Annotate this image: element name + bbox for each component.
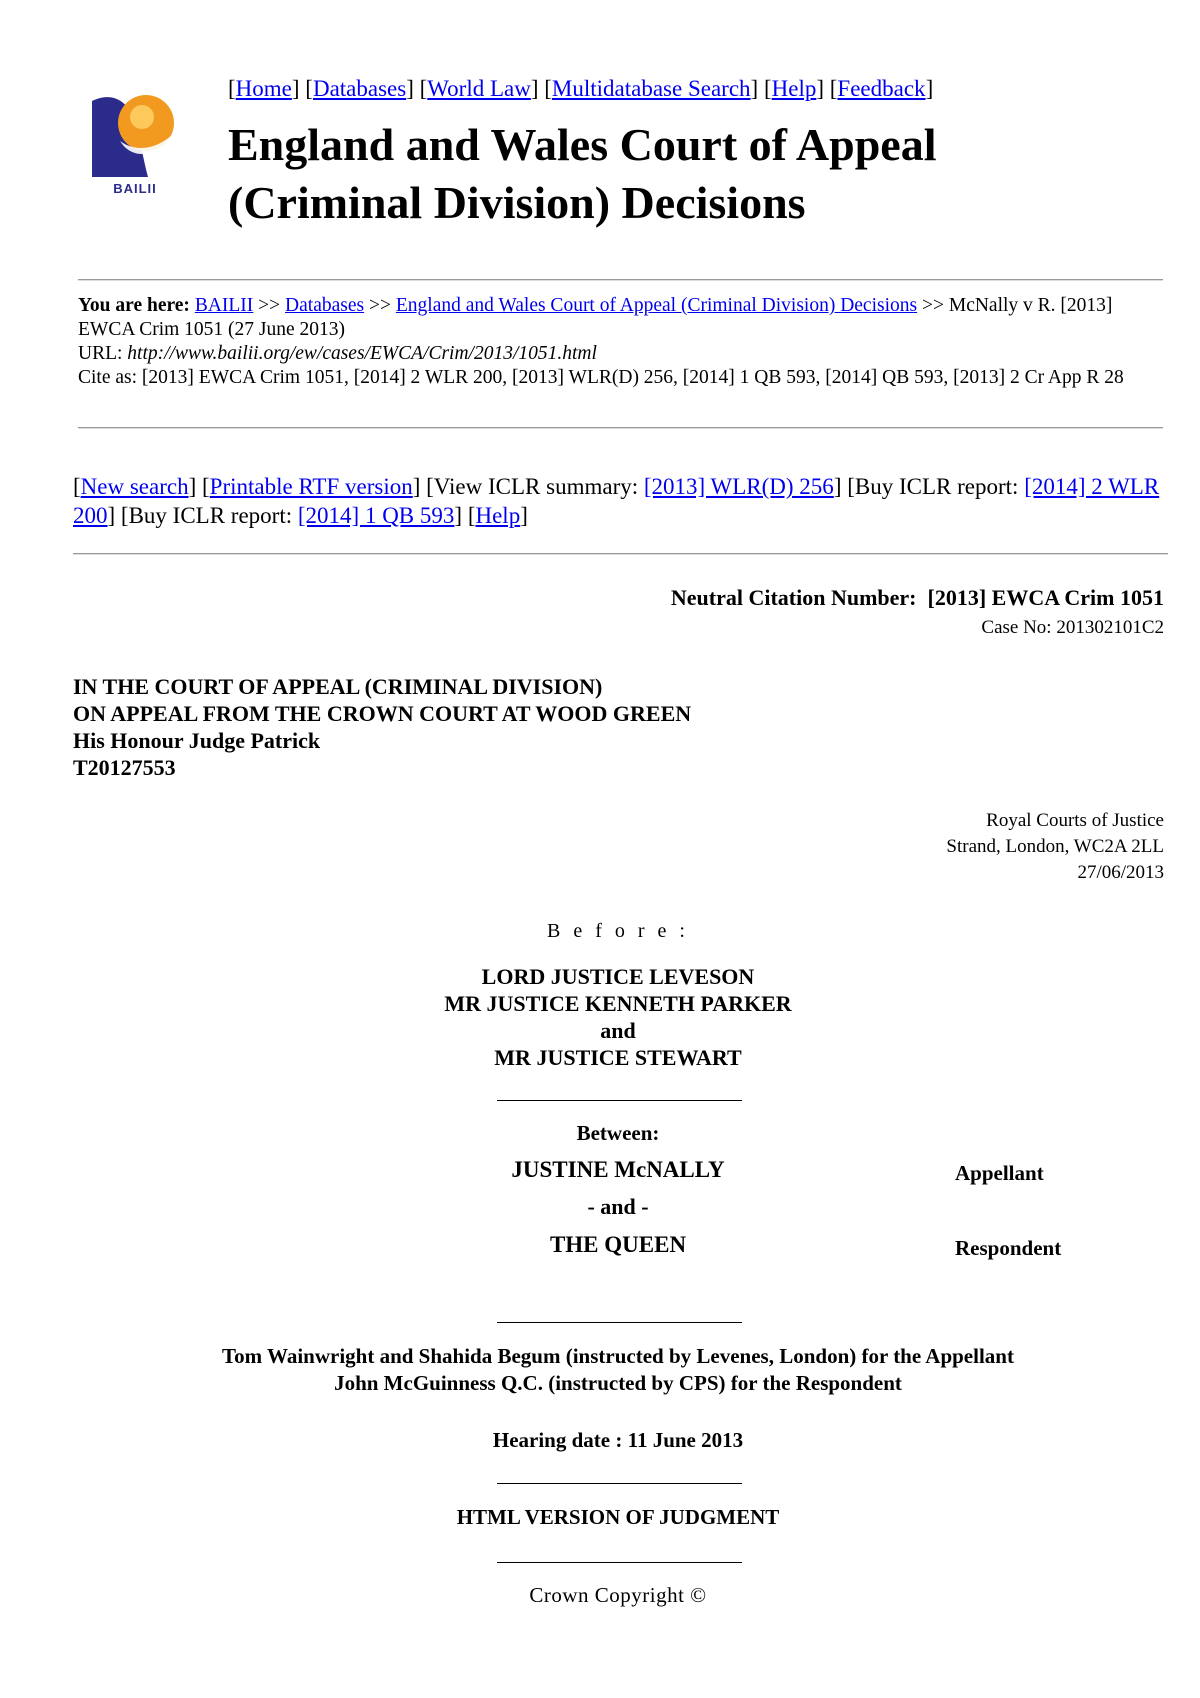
bailii-logo[interactable] [88,91,182,196]
buy-iclr-label: Buy ICLR report: [128,503,293,528]
court-line: IN THE COURT OF APPEAL (CRIMINAL DIVISION) [73,674,603,699]
breadcrumb-court-link[interactable]: England and Wales Court of Appeal (Criminal Division) Decisions [395,295,918,316]
breadcrumb [78,294,1163,342]
document-info [78,294,1163,390]
ncn-value: [2013] EWCA Crim 1051 [927,585,1164,610]
court-line: ON APPEAL FROM THE CROWN COURT AT WOOD GREEN [73,701,692,726]
hearing-date: Hearing date : 11 June 2013 [492,1428,744,1452]
divider [497,1562,742,1563]
judge-name: MR JUSTICE STEWART [494,1045,742,1070]
between-label: Between: [576,1121,660,1145]
view-iclr-summary-link[interactable]: [2013] WLR(D) 256 [643,474,834,499]
divider [73,553,1168,555]
view-iclr-label: View ICLR summary: [433,474,639,499]
bailii-logo-icon [88,91,182,196]
appellant-role: Appellant [955,1161,1044,1185]
ncn-label: Neutral Citation Number: [670,585,917,610]
url-value: http://www.bailii.org/ew/cases/EWCA/Crim/2013/1051.html [127,343,597,364]
cite-value: [2013] EWCA Crim 1051, [2014] 2 WLR 200, [2013] WLR(D) 256, [2014] 1 QB 593, [2014] QB 593, [2013] 2 Cr App R 28 [141,367,1124,388]
buy-iclr-wlr-link[interactable]: [2014] 2 WLR 200 [73,474,1160,528]
divider [497,1322,742,1323]
judges-list [0,963,1200,1071]
judge-name: MR JUSTICE KENNETH PARKER [444,991,792,1016]
court-line: T20127553 [73,755,176,780]
page-title [228,116,1128,232]
page-title-line2: (Criminal Division) Decisions [228,177,806,228]
judgment-date: 27/06/2013 [1077,862,1164,883]
breadcrumb-separator: >> [258,295,281,316]
court-details [73,673,691,781]
judge-name: LORD JUSTICE LEVESON [481,964,755,989]
nav-multidatabase-search-link[interactable]: Multidatabase Search [551,76,751,101]
counsel-line: John McGuinness Q.C. (instructed by CPS) for the Respondent [334,1371,902,1395]
neutral-citation [671,585,1164,611]
case-number: Case No: 201302101C2 [981,617,1164,638]
venue-line: Strand, London, WC2A 2LL [946,836,1164,857]
breadcrumb-current: McNally v R. [2013] EWCA Crim 1051 (27 June 2013) [78,295,1113,340]
breadcrumb-separator: >> [368,295,391,316]
divider [497,1483,742,1484]
appellant-name: JUSTINE McNALLY [511,1157,725,1182]
top-nav: [Home] [Databases] [World Law] [Multidatabase Search] [Help] [Feedback] [228,76,934,101]
breadcrumb-prefix: You are here: [78,295,190,316]
nav-feedback-link[interactable]: Feedback [837,76,926,101]
nav-world-law-link[interactable]: World Law [427,76,531,101]
counsel-block [0,1343,1200,1397]
judges-and: and [600,1018,636,1043]
nav-help-link[interactable]: Help [771,76,817,101]
before-heading: B e f o r e : [547,920,689,942]
new-search-link[interactable]: New search [80,474,189,499]
breadcrumb-databases-link[interactable]: Databases [285,295,365,316]
logo-text: BAILII [113,181,157,196]
buy-iclr-label: Buy ICLR report: [854,474,1019,499]
url-line [78,342,1163,366]
action-bar: [New search] [Printable RTF version] [View ICLR summary: [2013] WLR(D) 256] [Buy ICLR report: [2014] 2 WLR 200] [Buy ICLR report: [2014] 1 QB 593] [Help] [73,474,1160,528]
venue-line: Royal Courts of Justice [986,810,1164,831]
nav-home-link[interactable]: Home [235,76,292,101]
divider [78,427,1163,429]
judgment-version: HTML VERSION OF JUDGMENT [456,1505,780,1529]
page-title-line1: England and Wales Court of Appeal [228,119,937,170]
venue-block [946,808,1164,886]
cite-line [78,366,1163,390]
cite-label: Cite as: [78,367,138,388]
court-line: His Honour Judge Patrick [73,728,321,753]
respondent-role: Respondent [955,1236,1062,1260]
breadcrumb-bailii-link[interactable]: BAILII [194,295,254,316]
counsel-line: Tom Wainwright and Shahida Begum (instructed by Levenes, London) for the Appellant [222,1344,1014,1368]
help-link[interactable]: Help [475,503,521,528]
divider [497,1100,742,1101]
divider [78,279,1163,281]
url-label: URL: [78,343,123,364]
printable-rtf-link[interactable]: Printable RTF version [209,474,413,499]
respondent-name: THE QUEEN [549,1232,687,1257]
breadcrumb-separator: >> [921,295,944,316]
buy-iclr-qb-link[interactable]: [2014] 1 QB 593 [297,503,455,528]
nav-databases-link[interactable]: Databases [312,76,407,101]
parties-and: - and - [587,1194,649,1219]
copyright-notice: Crown Copyright © [529,1583,707,1607]
